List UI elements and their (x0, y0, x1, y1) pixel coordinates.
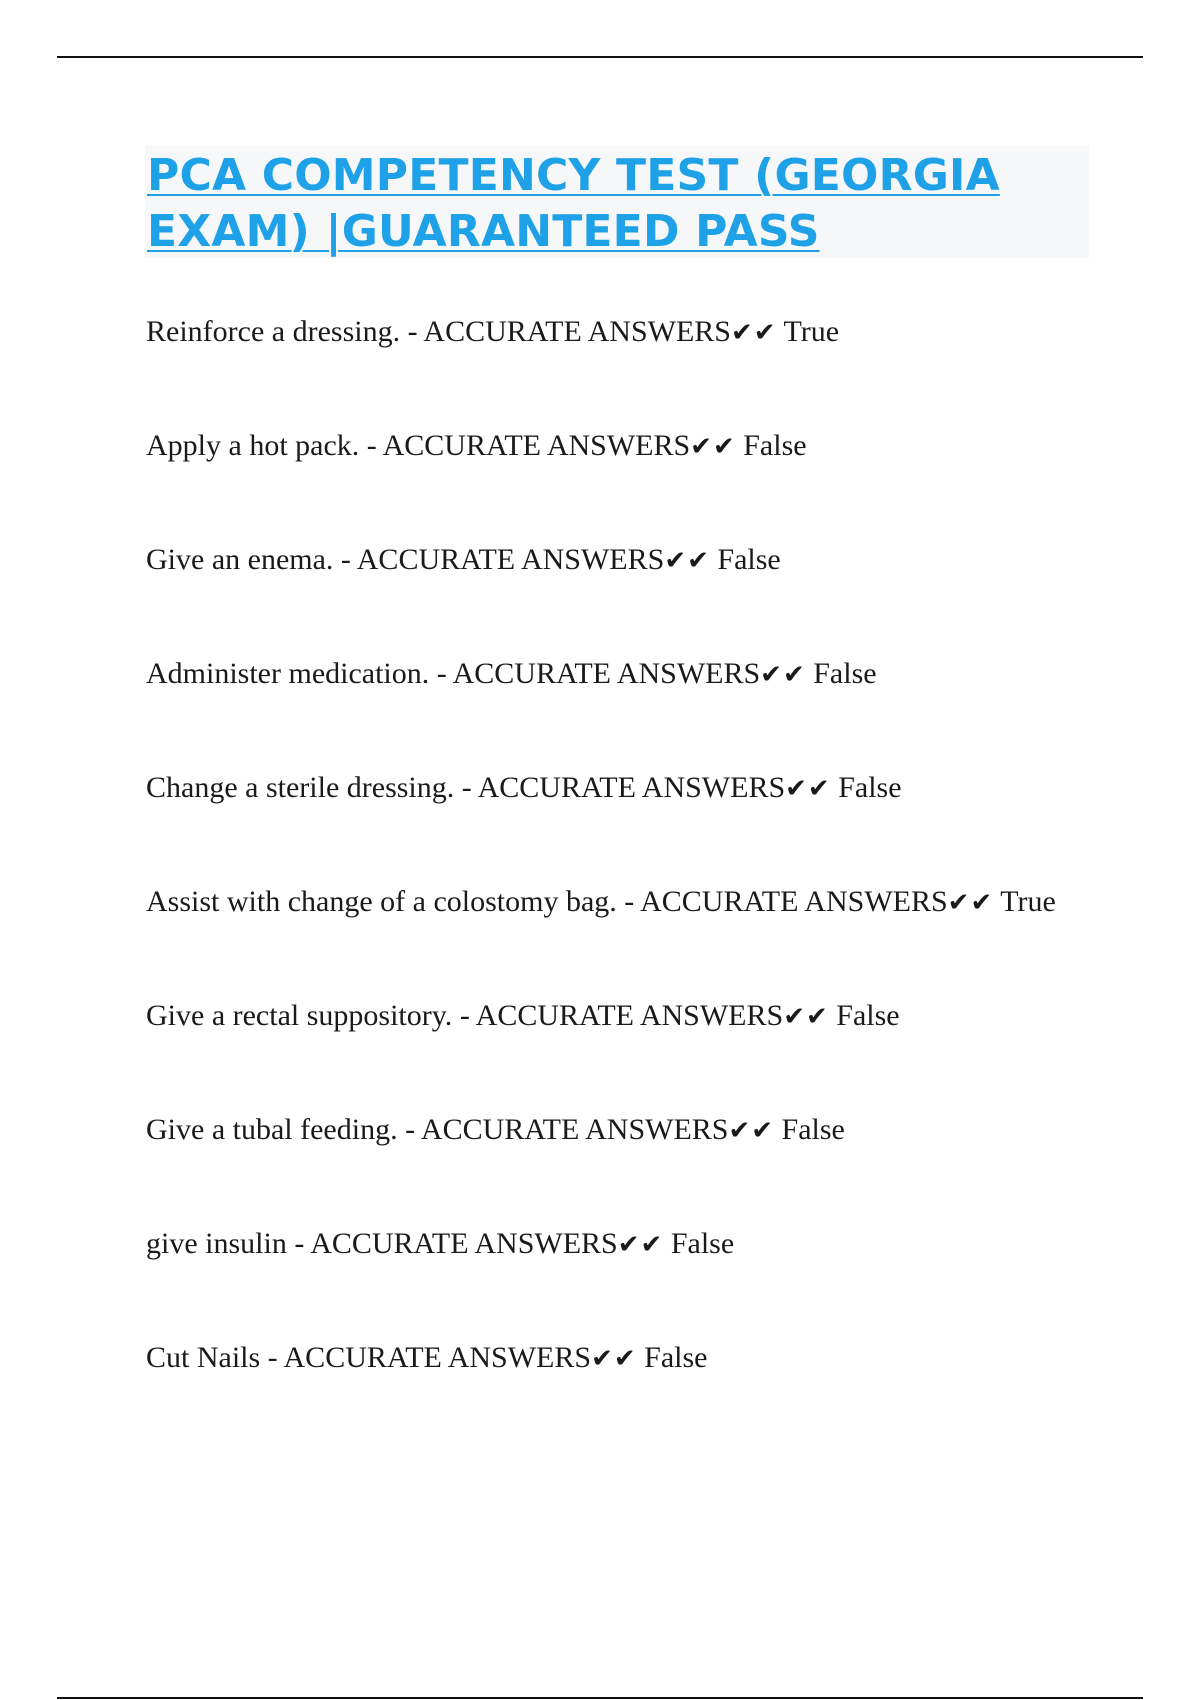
answer-label: ACCURATE ANSWERS (382, 429, 691, 462)
question-text: Administer medication. (146, 657, 430, 690)
answer-value: False (838, 771, 902, 804)
answer-value: False (836, 999, 900, 1032)
question-text: give insulin (146, 1227, 287, 1260)
answer-label: ACCURATE ANSWERS (423, 315, 731, 348)
answer-label: ACCURATE ANSWERS (477, 771, 786, 804)
question-text: Reinforce a dressing. (146, 315, 401, 348)
check-icon: ✔✔ (783, 1002, 829, 1032)
answer-label: ACCURATE ANSWERS (310, 1227, 618, 1260)
question-text: Cut Nails (146, 1341, 261, 1374)
check-icon: ✔✔ (730, 318, 777, 348)
check-icon: ✔✔ (617, 1230, 664, 1260)
answer-value: False (813, 657, 877, 690)
answer-label: ACCURATE ANSWERS (475, 999, 784, 1032)
check-icon: ✔✔ (690, 432, 736, 462)
list-item: Change a sterile dressing. - ACCURATE ANSWERS✔✔ False (146, 771, 902, 804)
answer-value: False (670, 1227, 735, 1260)
list-item: Assist with change of a colostomy bag. - ACCURATE ANSWERS✔✔ True (146, 885, 1056, 918)
bottom-divider (57, 1697, 1143, 1699)
question-text: Give an enema. (146, 543, 334, 576)
document-title[interactable]: PCA COMPETENCY TEST (GEORGIA EXAM) |GUARANTEED PASS (147, 150, 1000, 257)
question-text: Change a sterile dressing. (146, 771, 455, 804)
list-item: give insulin - ACCURATE ANSWERS✔✔ False (146, 1227, 735, 1260)
answer-value: False (743, 429, 807, 462)
list-item: Give a tubal feeding. - ACCURATE ANSWERS✔✔ False (146, 1113, 845, 1146)
title-banner (145, 146, 1089, 258)
list-item: Give an enema. - ACCURATE ANSWERS✔✔ False (146, 543, 781, 576)
list-item: Apply a hot pack. - ACCURATE ANSWERS✔✔ False (146, 429, 807, 462)
list-item: Cut Nails - ACCURATE ANSWERS✔✔ False (146, 1341, 708, 1374)
question-text: Give a tubal feeding. (146, 1113, 398, 1146)
check-icon: ✔✔ (947, 888, 994, 918)
answer-value: True (1000, 885, 1056, 918)
list-item: Give a rectal suppository. - ACCURATE ANSWERS✔✔ False (146, 999, 900, 1032)
top-divider (57, 56, 1143, 58)
answer-label: ACCURATE ANSWERS (420, 1113, 729, 1146)
question-answer-list (146, 312, 1086, 1452)
check-icon: ✔✔ (591, 1344, 637, 1374)
answer-value: False (781, 1113, 845, 1146)
check-icon: ✔✔ (760, 660, 806, 690)
answer-label: ACCURATE ANSWERS (283, 1341, 592, 1374)
check-icon: ✔✔ (664, 546, 710, 576)
question-text: Give a rectal suppository. (146, 999, 453, 1032)
question-text: Apply a hot pack. (146, 429, 360, 462)
answer-value: True (783, 315, 840, 348)
check-icon: ✔✔ (728, 1116, 775, 1146)
answer-label: ACCURATE ANSWERS (640, 885, 948, 918)
answer-label: ACCURATE ANSWERS (452, 657, 761, 690)
answer-value: False (644, 1341, 708, 1374)
list-item: Reinforce a dressing. - ACCURATE ANSWERS✔✔ True (146, 315, 840, 348)
check-icon: ✔✔ (785, 774, 831, 804)
answer-value: False (717, 543, 781, 576)
question-text: Assist with change of a colostomy bag. (146, 885, 617, 918)
list-item: Administer medication. - ACCURATE ANSWERS✔✔ False (146, 657, 877, 690)
answer-label: ACCURATE ANSWERS (356, 543, 665, 576)
